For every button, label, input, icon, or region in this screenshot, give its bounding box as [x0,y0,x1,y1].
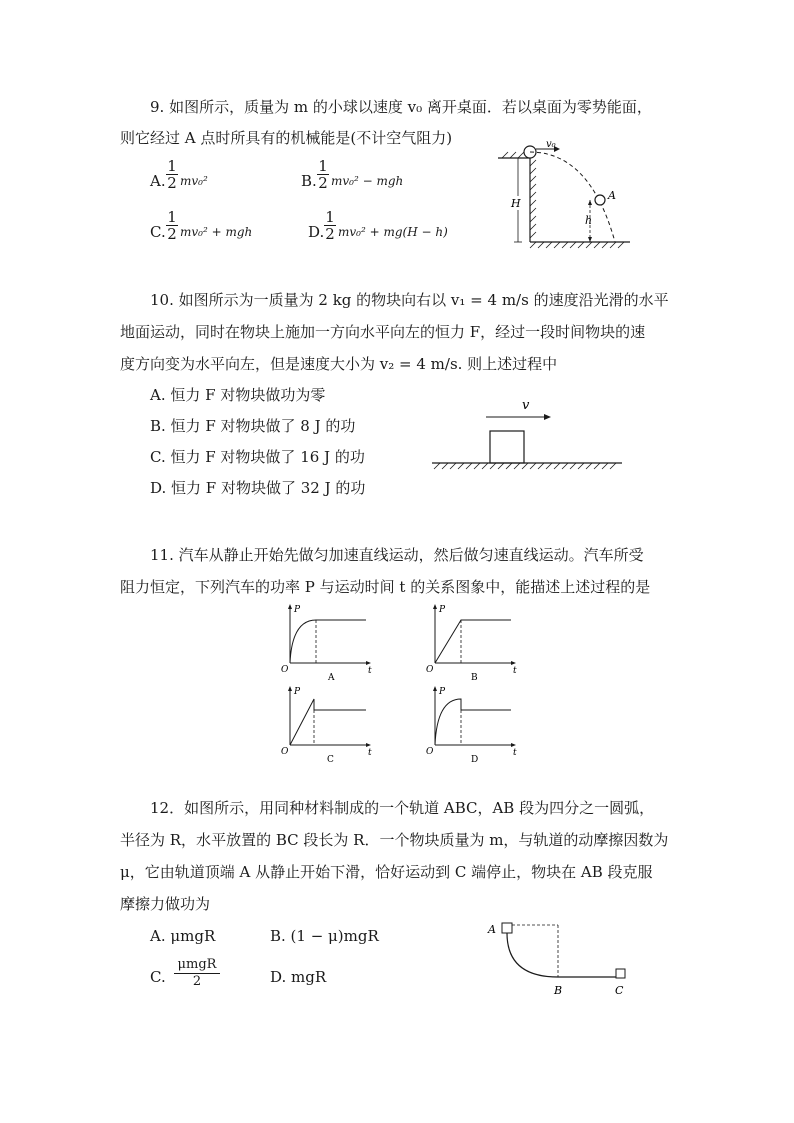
svg-text:O: O [281,747,289,757]
q12-line3: μ，它由轨道顶端 A 从静止开始下滑，恰好运动到 C 端停止，物块在 AB 段克服 [120,863,653,881]
q11-graph-a-label: A [328,673,335,683]
q11-graph-a [280,603,380,681]
q12-label-b: B [554,984,563,997]
svg-text:O: O [426,747,434,757]
svg-text:t: t [368,748,372,758]
q11-graph-b-label: B [471,673,478,683]
svg-text:P: P [439,687,446,697]
q9-label-v0: v₀ [546,139,556,150]
q11-graph-c [280,685,380,763]
q10-line2: 地面运动，同时在物块上施加一方向水平向左的恒力 F，经过一段时间物块的速 [120,323,646,341]
q11-graph-d [425,685,525,763]
q9-label-H: H [511,197,521,210]
q12-figure-track [480,915,640,1000]
q10-label-v: v [522,398,530,413]
svg-text:P: P [294,687,301,697]
svg-text:P: P [294,605,301,615]
q9-label-h: h [585,214,593,227]
q12-option-b: B. (1 − μ)mgR [270,927,379,945]
q10-line3: 度方向变为水平向左，但是速度大小为 v₂ = 4 m/s. 则上述过程中 [120,355,558,373]
q12-option-d: D. mgR [270,968,327,986]
q9-line2: 则它经过 A 点时所具有的机械能是(不计空气阻力) [120,129,453,147]
q11-graph-d-label: D [471,755,479,765]
q10-figure-block [430,395,625,475]
q11-line1: 11. 汽车从静止开始先做匀加速直线运动，然后做匀速直线运动。汽车所受 [150,546,644,564]
q10-option-b: B. 恒力 F 对物块做了 8 J 的功 [150,417,356,435]
svg-text:P: P [439,605,446,615]
q9-line1: 9. 如图所示，质量为 m 的小球以速度 v₀ 离开桌面．若以桌面为零势能面， [150,98,652,116]
q12-option-a: A. μmgR [150,927,216,945]
svg-text:O: O [426,665,434,675]
q12-line4: 摩擦力做功为 [120,895,211,913]
q9-label-a: A [608,189,616,202]
q11-line2: 阻力恒定，下列汽车的功率 P 与运动时间 t 的关系图象中，能描述上述过程的是 [120,578,651,596]
q12-label-a: A [488,923,496,936]
q12-label-c: C [615,984,624,997]
q10-option-c: C. 恒力 F 对物块做了 16 J 的功 [150,448,365,466]
q12-line1: 12．如图所示，用同种材料制成的一个轨道 ABC，AB 段为四分之一圆弧， [150,799,655,817]
q11-graph-b [425,603,525,681]
q12-line2: 半径为 R，水平放置的 BC 段长为 R．一个物块质量为 m，与轨道的动摩擦因数为 [120,831,669,849]
q10-line1: 10. 如图所示为一质量为 2 kg 的物块向右以 v₁ = 4 m/s 的速度沿光滑的水平 [150,291,669,309]
svg-text:t: t [513,666,517,676]
q10-option-a: A. 恒力 F 对物块做功为零 [150,386,326,404]
q9-figure-projectile [490,140,640,250]
svg-text:t: t [513,748,517,758]
q11-graph-c-label: C [327,755,334,765]
svg-text:t: t [368,666,372,676]
q10-option-d: D. 恒力 F 对物块做了 32 J 的功 [150,479,366,497]
svg-text:O: O [281,665,289,675]
